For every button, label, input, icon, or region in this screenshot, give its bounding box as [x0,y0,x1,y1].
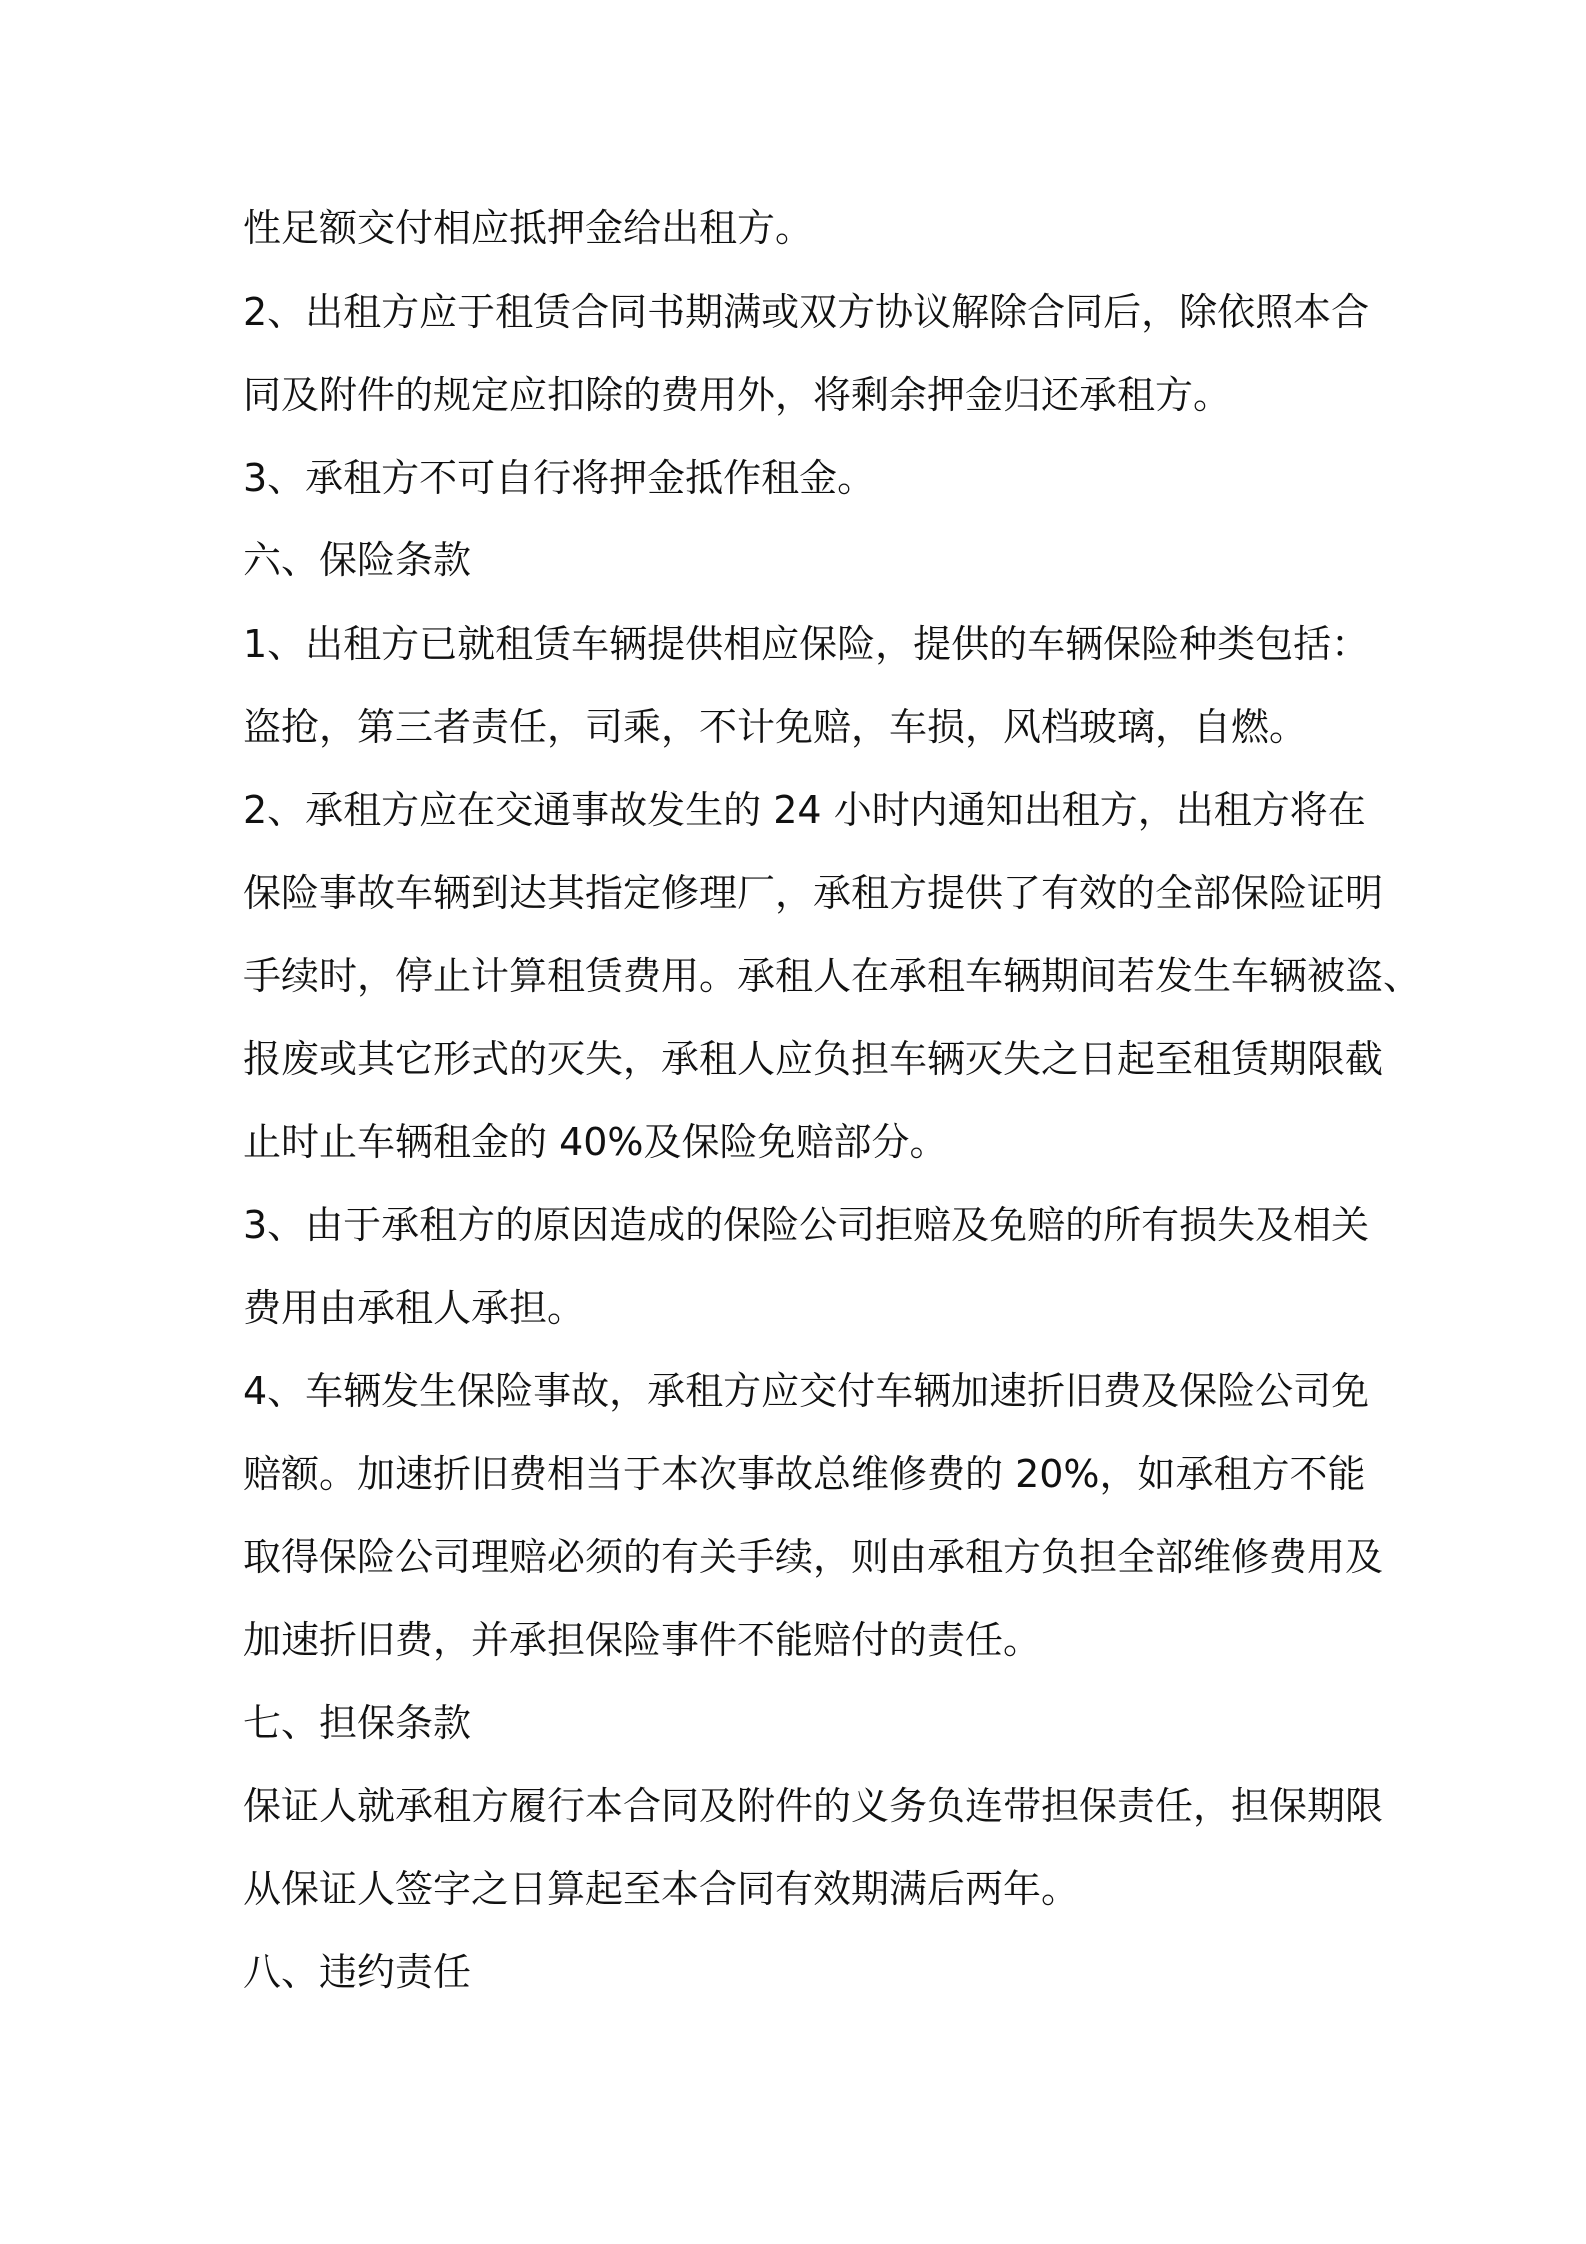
text-line: 保险事故车辆到达其指定修理厂，承租方提供了有效的全部保险证明 [243,871,1384,915]
text-line: 加速折旧费，并承担保险事件不能赔付的责任。 [243,1618,1042,1662]
text-line: 3、由于承租方的原因造成的保险公司拒赔及免赔的所有损失及相关 [243,1203,1370,1247]
text-line: 赔额。加速折旧费相当于本次事故总维修费的 20%，如承租方不能 [243,1452,1366,1496]
text-line: 保证人就承租方履行本合同及附件的义务负连带担保责任，担保期限 [243,1784,1384,1828]
text-line: 1、出租方已就租赁车辆提供相应保险，提供的车辆保险种类包括： [243,622,1370,666]
text-line: 手续时，停止计算租赁费用。承租人在承租车辆期间若发生车辆被盗、 [243,954,1422,998]
text-line: 费用由承租人承担。 [243,1286,586,1330]
text-line: 3、承租方不可自行将押金抵作租金。 [243,456,876,500]
section-heading: 七、担保条款 [243,1701,472,1745]
text-line: 2、承租方应在交通事故发生的 24 小时内通知出租方，出租方将在 [243,788,1366,832]
text-line: 取得保险公司理赔必须的有关手续，则由承租方负担全部维修费用及 [243,1535,1384,1579]
text-line: 止时止车辆租金的 40%及保险免赔部分。 [243,1120,948,1164]
text-line: 盗抢，第三者责任，司乘，不计免赔，车损，风档玻璃，自燃。 [243,705,1308,749]
text-line: 同及附件的规定应扣除的费用外，将剩余押金归还承租方。 [243,373,1232,417]
text-line: 性足额交付相应抵押金给出租方。 [243,206,814,250]
text-line: 2、出租方应于租赁合同书期满或双方协议解除合同后，除依照本合 [243,290,1370,334]
text-line: 报废或其它形式的灭失，承租人应负担车辆灭失之日起至租赁期限截 [243,1037,1384,1081]
section-heading: 六、保险条款 [243,538,472,582]
text-line: 从保证人签字之日算起至本合同有效期满后两年。 [243,1867,1080,1911]
section-heading: 八、违约责任 [243,1950,472,1994]
text-line: 4、车辆发生保险事故，承租方应交付车辆加速折旧费及保险公司免 [243,1369,1370,1413]
